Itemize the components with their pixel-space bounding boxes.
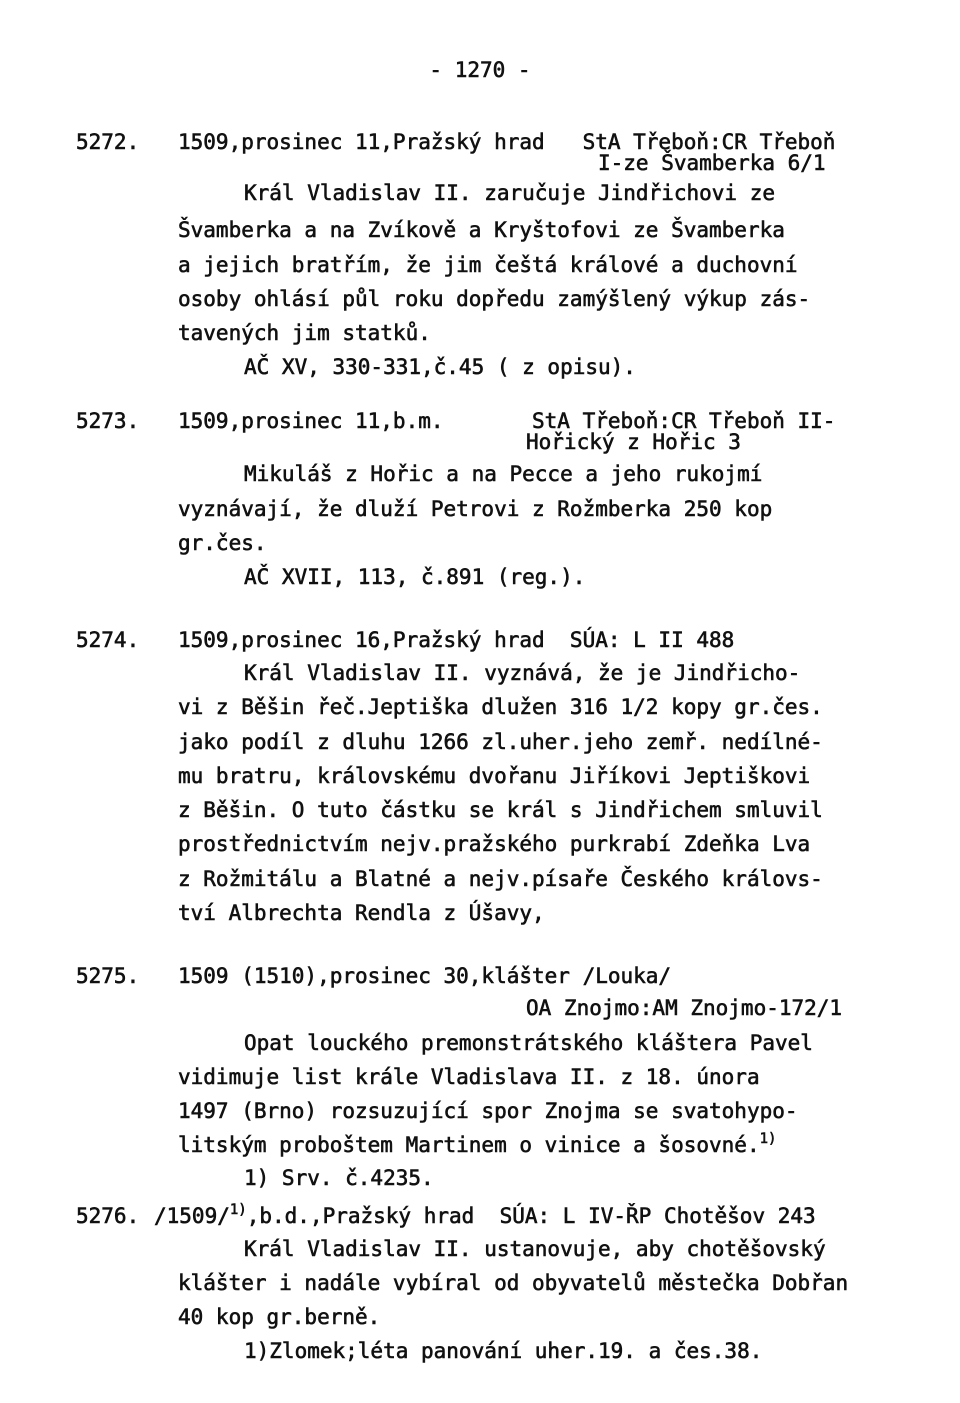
entry-text: litským proboštem Martinem o vinice a šosovné.: [178, 1133, 760, 1157]
entry-text-line: z Běšin. O tuto částku se král s Jindřichem smluvil: [178, 798, 823, 822]
entry-text-line: 40 kop gr.berně.: [178, 1305, 381, 1329]
entry-text-line: osoby ohlásí půl roku dopředu zamýšlený výkup zás-: [178, 287, 811, 311]
entry-text-line: Král Vladislav II. ustanovuje, aby chotěšovský: [244, 1237, 826, 1261]
entry-text-line: 1497 (Brno) rozsuzující spor Znojma se svatohypo-: [178, 1099, 798, 1123]
entry-text-line: z Rožmitálu a Blatné a nejv.písaře Českého královs-: [178, 867, 823, 891]
entry-number: 5272.: [76, 130, 140, 154]
entry-text-line: gr.čes.: [178, 531, 267, 555]
entry-text-line: mu bratru, královskému dvořanu Jiříkovi Jeptiškovi: [178, 764, 811, 788]
entry-text-line: [178, 1132, 776, 1158]
entry-archive-ref: Hořický z Hořic 3: [526, 430, 741, 454]
entry-text-line: Král Vladislav II. zaručuje Jindřichovi ze: [244, 181, 776, 205]
entry-text-line: klášter i nadále vybíral od obyvatelů městečka Dobřan: [178, 1271, 849, 1295]
entry-header: 1509,prosinec 11,Pražský hrad StA Třeboň:CR Třeboň: [178, 130, 836, 154]
footnote-marker: 1): [759, 1131, 777, 1147]
entry-header: 1509,prosinec 16,Pražský hrad SÚA: L II 488: [178, 628, 735, 652]
entry-archive-ref: I-ze Švamberka 6/1: [598, 151, 826, 175]
entry-text-line: prostřednictvím nejv.pražského purkrabí Zdeňka Lva: [178, 832, 811, 856]
entry-archive-ref: OA Znojmo:AM Znojmo-172/1: [526, 996, 843, 1020]
entry-header: [154, 1203, 816, 1229]
entry-number: 5275.: [76, 964, 140, 988]
entry-footnote: 1)Zlomek;léta panování uher.19. a čes.38.: [244, 1339, 763, 1363]
entry-text-line: jako podíl z dluhu 1266 zl.uher.jeho zemř. nedílné-: [178, 730, 823, 754]
entry-text-line: vidimuje list krále Vladislava II. z 18. února: [178, 1065, 760, 1089]
entry-text-line: Švamberka a na Zvíkově a Kryštofovi ze Švamberka: [178, 218, 785, 242]
entry-date: /1509/: [154, 1204, 230, 1228]
entry-number: 5273.: [76, 409, 140, 433]
entry-footnote: 1) Srv. č.4235.: [244, 1166, 434, 1190]
entry-text-line: vyznávají, že dluží Petrovi z Rožmberka 250 kop: [178, 497, 773, 521]
entry-number: 5276.: [76, 1204, 140, 1228]
entry-text-line: Opat louckého premonstrátského kláštera Pavel: [244, 1031, 813, 1055]
page-number: - 1270 -: [429, 58, 531, 82]
entry-text-line: a jejich bratřím, že jim češtá králové a duchovní: [178, 253, 798, 277]
entry-text-line: tavených jim statků.: [178, 321, 431, 345]
entry-text-line: tví Albrechta Rendla z Úšavy,: [178, 901, 545, 925]
entry-place-archive: ,b.d.,Pražský hrad SÚA: L IV-ŘP Chotěšov 243: [246, 1204, 816, 1228]
entry-text-line: vi z Běšin řeč.Jeptiška dlužen 316 1/2 kopy gr.čes.: [178, 695, 823, 719]
entry-header: 1509,prosinec 11,b.m. StA Třeboň:CR Třeboň II-: [178, 409, 836, 433]
entry-number: 5274.: [76, 628, 140, 652]
footnote-marker: 1): [229, 1202, 247, 1218]
entry-citation: AČ XVII, 113, č.891 (reg.).: [244, 565, 586, 589]
entry-text-line: Mikuláš z Hořic a na Pecce a jeho rukojmí: [244, 462, 763, 486]
entry-header: 1509 (1510),prosinec 30,klášter /Louka/: [178, 964, 672, 988]
entry-citation: AČ XV, 330-331,č.45 ( z opisu).: [244, 355, 636, 379]
entry-text-line: Král Vladislav II. vyznává, že je Jindřicho-: [244, 661, 801, 685]
